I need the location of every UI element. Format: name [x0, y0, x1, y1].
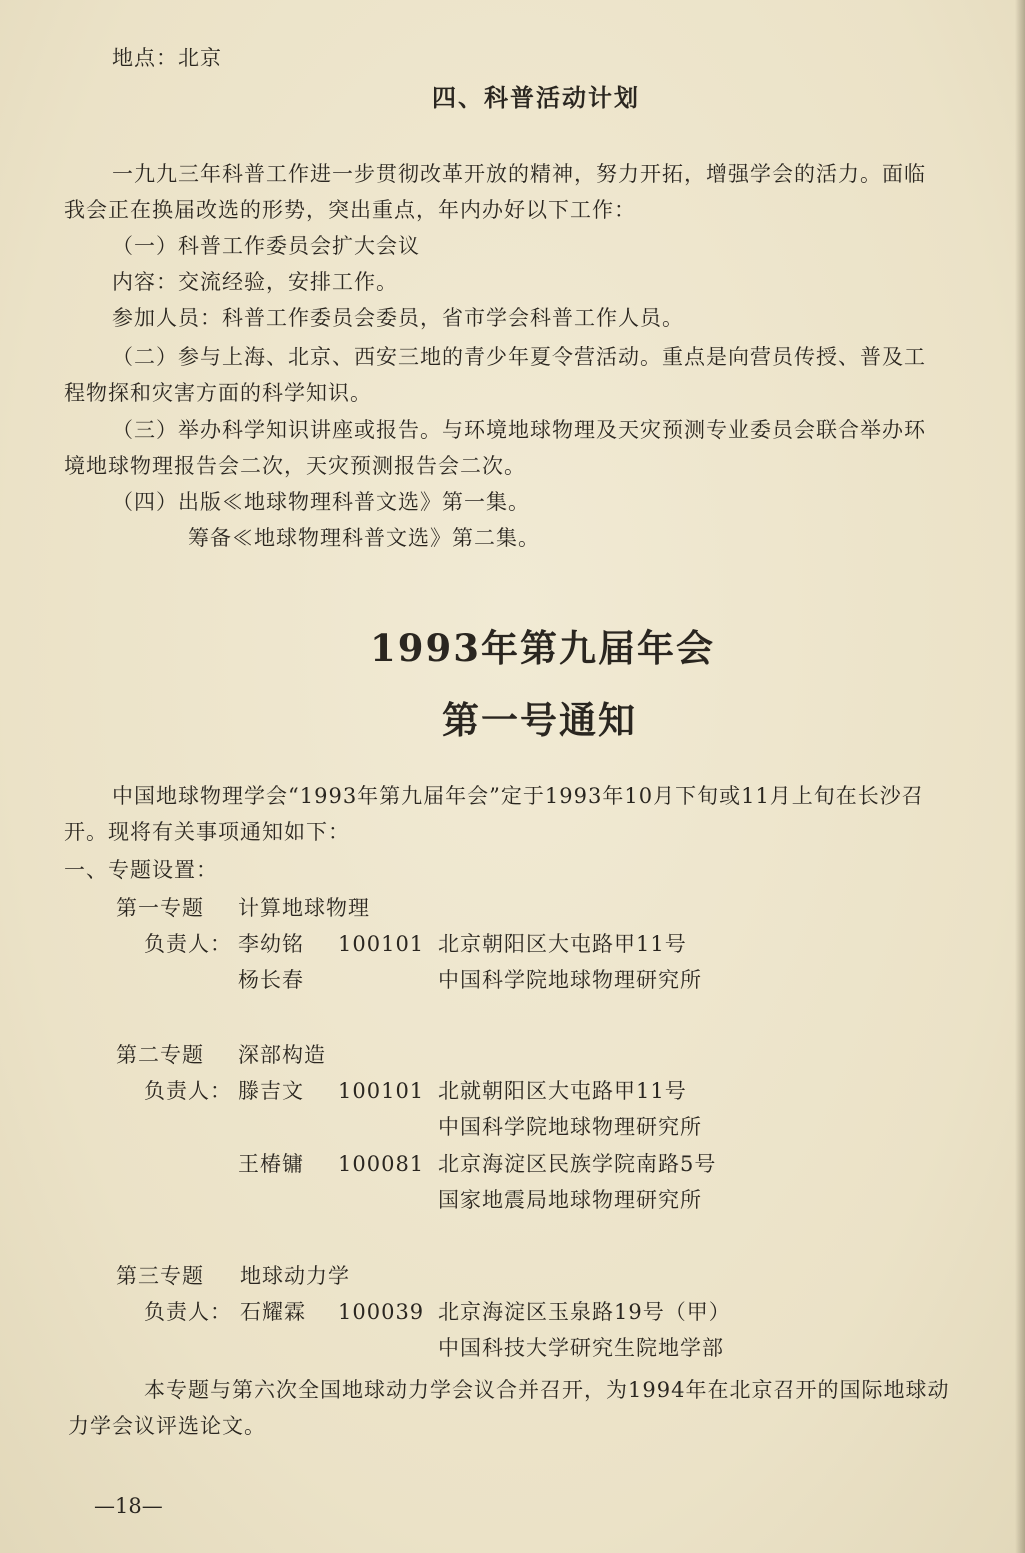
activity-item-participants: 参加人员：科普工作委员会委员，省市学会科普工作人员。	[112, 306, 684, 330]
address: 中国科技大学研究生院地学部	[438, 1336, 724, 1360]
activity-item-title: （四）出版≪地球物理科普文选》第一集。	[112, 490, 530, 514]
notice-title: 1993年第九届年会	[370, 626, 715, 670]
person-name: 滕吉文	[238, 1079, 304, 1103]
postal-code: 100101	[338, 932, 425, 956]
section-heading: 四、科普活动计划	[432, 83, 640, 112]
address: 北京朝阳区大屯路甲11号	[438, 932, 687, 956]
topic-name: 深部构造	[238, 1043, 326, 1067]
location-line: 地点：北京	[112, 46, 222, 70]
address: 北就朝阳区大屯路甲11号	[438, 1079, 687, 1103]
topic-name: 地球动力学	[240, 1264, 350, 1288]
person-name: 李幼铭	[238, 932, 304, 956]
activity-item-title: （一）科普工作委员会扩大会议	[112, 234, 420, 258]
address: 北京海淀区玉泉路19号（甲）	[438, 1300, 731, 1324]
address: 中国科学院地球物理研究所	[438, 968, 702, 992]
topic-name: 计算地球物理	[238, 896, 370, 920]
closing-line: 本专题与第六次全国地球动力学会议合并召开，为1994年在北京召开的国际地球动	[144, 1378, 950, 1402]
address: 北京海淀区民族学院南路5号	[438, 1152, 717, 1176]
responsible-label: 负责人：	[144, 932, 232, 956]
notice-intro-line: 中国地球物理学会“1993年第九届年会”定于1993年10月下旬或11月上旬在长沙召	[112, 784, 924, 808]
responsible-label: 负责人：	[144, 1079, 232, 1103]
topic-label: 第三专题	[116, 1264, 204, 1288]
activity-item-content: 内容：交流经验，安排工作。	[112, 270, 398, 294]
postal-code: 100101	[338, 1079, 425, 1103]
postal-code: 100039	[338, 1300, 425, 1324]
topic-label: 第一专题	[116, 896, 204, 920]
section-intro-line: 一九九三年科普工作进一步贯彻改革开放的精神，努力开拓，增强学会的活力。面临	[112, 162, 926, 186]
notice-subtitle: 第一号通知	[442, 698, 637, 742]
page-edge-shadow	[1015, 0, 1025, 1553]
activity-item-text: 程物探和灾害方面的科学知识。	[64, 381, 372, 405]
closing-line: 力学会议评选论文。	[68, 1414, 266, 1438]
activity-item-title: （二）参与上海、北京、西安三地的青少年夏令营活动。重点是向营员传授、普及工	[112, 345, 926, 369]
page-number: —18—	[94, 1494, 163, 1518]
responsible-label: 负责人：	[144, 1300, 232, 1324]
activity-item-text: 筹备≪地球物理科普文选》第二集。	[188, 526, 540, 550]
address: 国家地震局地球物理研究所	[438, 1188, 702, 1212]
section-intro-line: 我会正在换届改选的形势，突出重点，年内办好以下工作：	[64, 198, 636, 222]
activity-item-title: （三）举办科学知识讲座或报告。与环境地球物理及天灾预测专业委员会联合举办环	[112, 418, 926, 442]
postal-code: 100081	[338, 1152, 425, 1176]
topic-label: 第二专题	[116, 1043, 204, 1067]
person-name: 石耀霖	[240, 1300, 306, 1324]
topics-header: 一、专题设置：	[64, 858, 218, 882]
person-name: 杨长春	[238, 968, 304, 992]
person-name: 王椿镛	[238, 1152, 304, 1176]
notice-intro-line: 开。现将有关事项通知如下：	[64, 820, 350, 844]
address: 中国科学院地球物理研究所	[438, 1115, 702, 1139]
activity-item-text: 境地球物理报告会二次，天灾预测报告会二次。	[64, 454, 526, 478]
